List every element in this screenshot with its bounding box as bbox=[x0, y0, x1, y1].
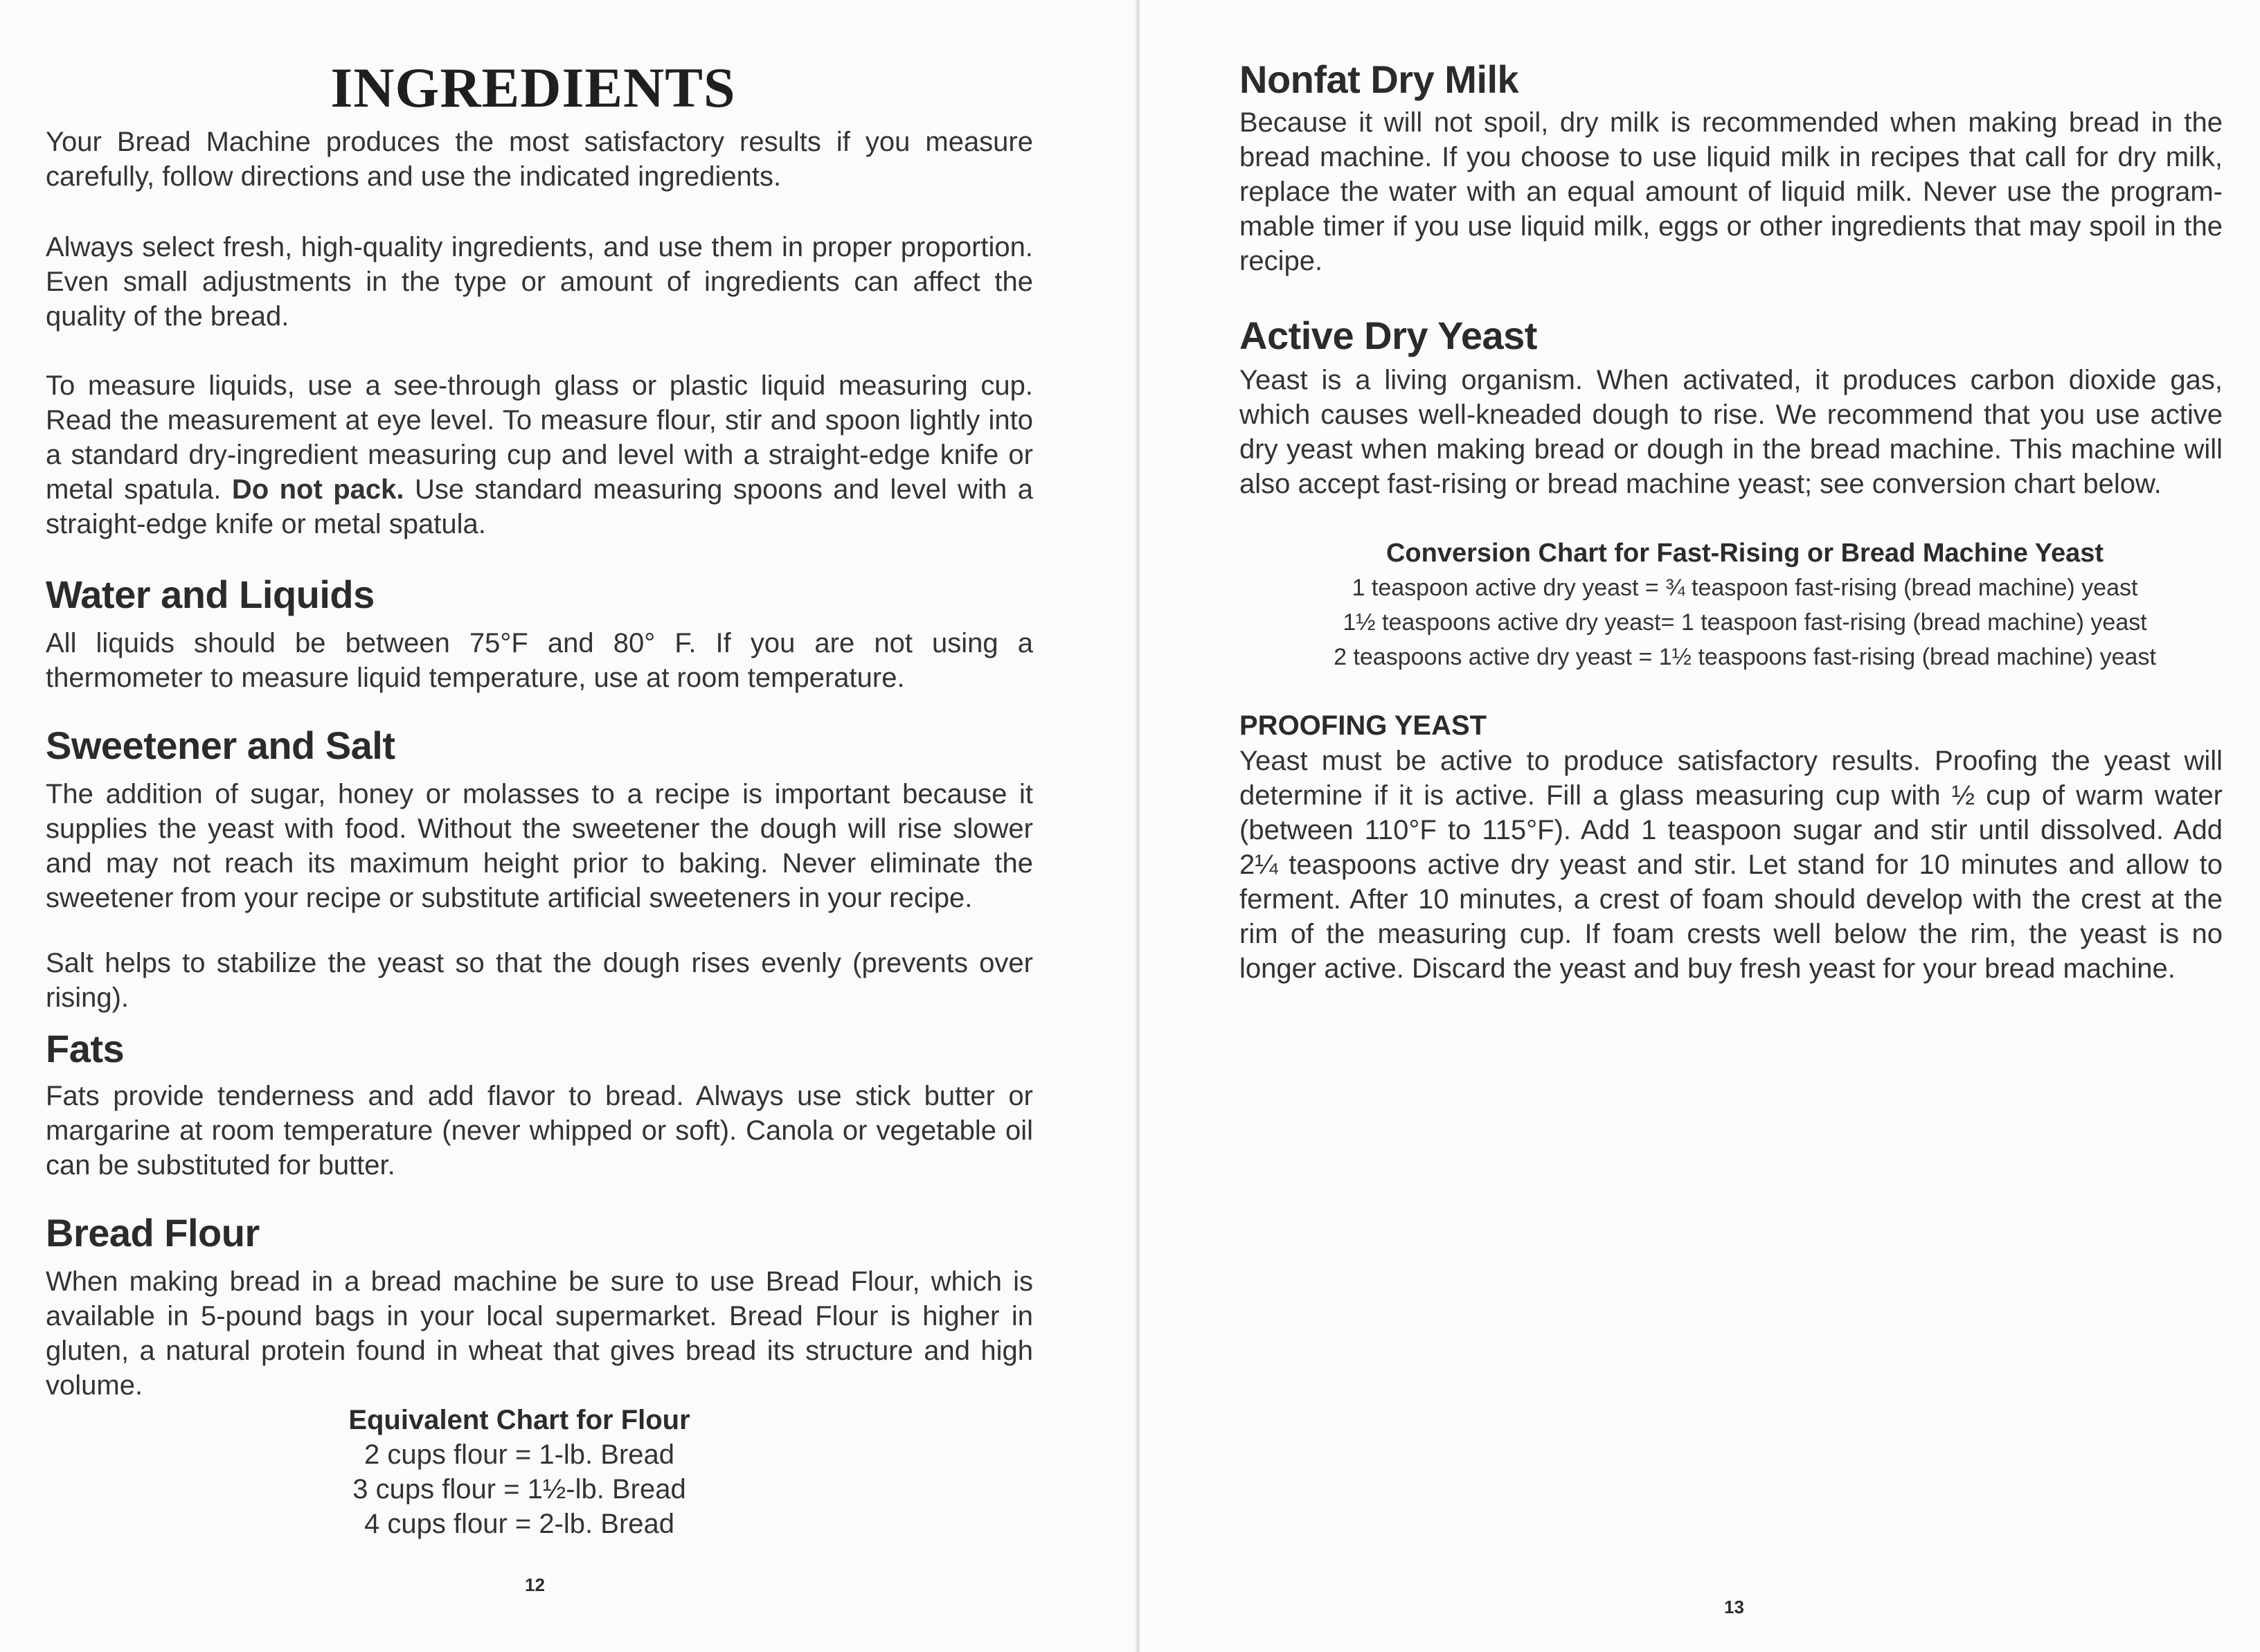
bread-flour-text: When making bread in a bread machine be sure to use Bread Flour, which is available in 5-pound bags in your local supermarket. Bread Flour is higher in gluten, a natural protein found in wheat that gives bread its structure and high volume. bbox=[46, 1266, 1033, 1401]
nonfat-dry-milk-text: Because it will not spoil, dry milk is recommended when making bread in the bread machine. If you choose to use liquid milk in recipes that call for dry milk, replace the water with an equal amount of liquid milk. Never use the program-mable timer if you use liquid milk, eggs or other ingredients that may spoil in the recipe. bbox=[1239, 107, 2223, 276]
proofing-yeast-text: Yeast must be active to produce satisfactory results. Proofing the yeast will determine if it is active. Fill a glass measuring cup with ½ cup of warm water (between 110°F to 115°F). Add 1 teaspoon sugar and stir until dissolved. Add 2¼ teaspoons active dry yeast and stir. Let stand for 10 minutes and allow to ferment. After 10 minutes, a crest of foam should develop with the crest at the rim of the measuring cup. If foam crests well below the rim, the yeast is no longer active. Discard the yeast and buy fresh yeast for your bread machine. bbox=[1239, 746, 2223, 984]
bread-flour-heading: Bread Flour bbox=[46, 1211, 260, 1255]
page-number-left: 12 bbox=[525, 1574, 545, 1595]
yeast-chart-row: 1½ teaspoons active dry yeast= 1 teaspoon fast-rising (bread machine) yeast bbox=[1343, 609, 2147, 636]
yeast-chart-row: 1 teaspoon active dry yeast = ¾ teaspoon fast-rising (bread machine) yeast bbox=[1352, 575, 2138, 601]
yeast-chart-row: 2 teaspoons active dry yeast = 1½ teaspoons fast-rising (bread machine) yeast bbox=[1334, 644, 2156, 670]
active-dry-yeast-heading: Active Dry Yeast bbox=[1239, 314, 1537, 357]
flour-equivalent-chart bbox=[277, 1403, 762, 1541]
flour-chart-row: 3 cups flour = 1½-lb. Bread bbox=[352, 1474, 686, 1505]
measuring-spoons-instructions: Use standard measuring spoons and level with a straight-edge knife or metal spatula. bbox=[46, 474, 1033, 539]
water-liquids-heading: Water and Liquids bbox=[46, 573, 375, 616]
fats-text: Fats provide tenderness and add flavor to bread. Always use stick butter or margarine at room temperature (never whipped or soft). Canola or vegetable oil can be substituted for butter. bbox=[46, 1081, 1033, 1180]
sweetener-salt-heading: Sweetener and Salt bbox=[46, 724, 395, 767]
flour-chart-row: 2 cups flour = 1-lb. Bread bbox=[364, 1439, 675, 1470]
fats-heading: Fats bbox=[46, 1027, 125, 1070]
measuring-instructions: To measure liquids, use a see-through glass or plastic liquid measuring cup. Read the measurement at eye level. To measure flour, stir and spoon lightly into a standard dry-ingredient measuring cup and level with a straight-edge knife or metal spatula. bbox=[46, 370, 1033, 505]
sweetener-text: The addition of sugar, honey or molasses to a recipe is important because it supplies the yeast with food. Without the sweetener the dough will rise slower and may not reach its maximum height prior to baking. Never eliminate the sweetener from your recipe or substitute artificial sweeteners in your recipe. bbox=[46, 779, 1033, 913]
yeast-conversion-chart bbox=[1239, 536, 2250, 674]
yeast-chart-title: Conversion Chart for Fast-Rising or Bread Machine Yeast bbox=[1385, 539, 2104, 568]
page-title: INGREDIENTS bbox=[330, 56, 736, 119]
active-dry-yeast-text: Yeast is a living organism. When activated, it produces carbon dioxide gas, which causes well-kneaded dough to rise. We recommend that you use active dry yeast when making bread or dough in the bread machine. This machine will also accept fast-rising or bread machine yeast; see conversion chart below. bbox=[1239, 365, 2223, 499]
page-number-right: 13 bbox=[1724, 1597, 1744, 1617]
flour-chart-row: 4 cups flour = 2-lb. Bread bbox=[364, 1509, 675, 1539]
water-liquids-text: All liquids should be between 75°F and 80° F. If you are not using a thermometer to measure liquid temperature, use at room temperature. bbox=[46, 628, 1033, 693]
proofing-yeast-heading: PROOFING YEAST bbox=[1239, 710, 1487, 741]
intro-paragraph-1: Your Bread Machine produces the most satisfactory results if you measure carefully, follow directions and use the indicated ingredients. bbox=[46, 127, 1033, 192]
intro-paragraph-3 bbox=[46, 368, 1033, 541]
do-not-pack-note: Do not pack. bbox=[231, 474, 404, 505]
nonfat-dry-milk-heading: Nonfat Dry Milk bbox=[1239, 57, 1519, 101]
intro-paragraph-2: Always select fresh, high-quality ingredients, and use them in proper proportion. Even small adjustments in the type or amount of ingredients can affect the quality of the bread. bbox=[46, 232, 1033, 332]
flour-chart-title: Equivalent Chart for Flour bbox=[348, 1405, 690, 1435]
salt-text: Salt helps to stabilize the yeast so that the dough rises evenly (prevents over rising). bbox=[46, 948, 1033, 1013]
